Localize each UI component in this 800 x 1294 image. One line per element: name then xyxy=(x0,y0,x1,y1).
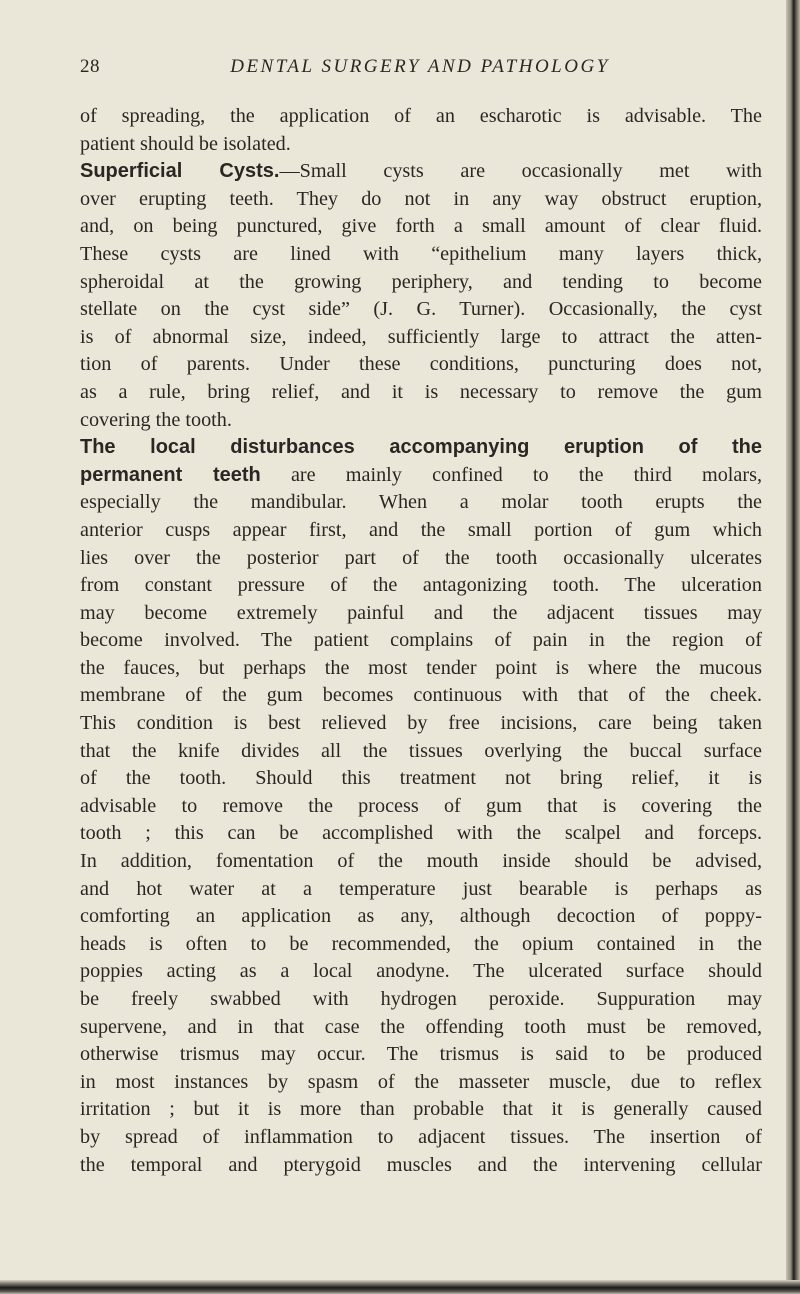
line-text: the fauces, but perhaps the most tender point is where the mucous xyxy=(80,656,762,679)
line-text: especially the mandibular. When a molar tooth erupts the xyxy=(80,491,762,514)
text-line xyxy=(80,269,762,297)
line-text: covering the tooth. xyxy=(80,408,232,431)
line-text: spheroidal at the growing periphery, and tending to become xyxy=(80,270,762,293)
line-text: and, on being punctured, give forth a small amount of clear fluid. xyxy=(80,215,762,238)
text-line xyxy=(80,793,762,821)
text-line xyxy=(80,1096,762,1124)
line-text: patient should be isolated. xyxy=(80,132,291,155)
text-line xyxy=(80,682,762,710)
line-text: tooth ; this can be accomplished with the scalpel and forceps. xyxy=(80,822,762,845)
text-line xyxy=(80,131,762,159)
text-line xyxy=(80,296,762,324)
line-text: membrane of the gum becomes continuous with that of the cheek. xyxy=(80,684,762,707)
line-text: of spreading, the application of an escharotic is advisable. The xyxy=(80,105,762,127)
line-text: over erupting teeth. They do not in any way obstruct eruption, xyxy=(80,187,762,210)
line-text: and hot water at a temperature just bearable is perhaps as xyxy=(80,877,762,900)
text-line xyxy=(80,1069,762,1097)
text-line xyxy=(80,434,762,462)
line-text: advisable to remove the process of gum that is covering the xyxy=(80,794,762,817)
line-text: anterior cusps appear first, and the small portion of gum which xyxy=(80,518,762,541)
text-line xyxy=(80,545,762,573)
line-text: of the tooth. Should this treatment not bring relief, it is xyxy=(80,767,762,790)
line-text: comforting an application as any, although decoction of poppy- xyxy=(80,905,762,928)
line-text: stellate on the cyst side” (J. G. Turner). Occasionally, the cyst xyxy=(80,298,762,321)
line-text: the temporal and pterygoid muscles and the intervening cellular xyxy=(80,1153,762,1176)
line-text: are mainly confined to the third molars, xyxy=(260,463,762,486)
text-line xyxy=(80,158,762,186)
section-heading: permanent teeth xyxy=(80,463,261,486)
line-text: be freely swabbed with hydrogen peroxide. Suppuration may xyxy=(80,988,762,1010)
text-line xyxy=(80,379,762,407)
text-line xyxy=(80,931,762,959)
page-bottom-edge xyxy=(0,1280,800,1294)
text-line xyxy=(80,103,762,131)
line-text: become involved. The patient complains of pain in the region of xyxy=(80,629,762,652)
text-line xyxy=(80,407,762,435)
page-number: 28 xyxy=(80,56,100,77)
line-text: may become extremely painful and the adjacent tissues may xyxy=(80,601,762,624)
line-text: that the knife divides all the tissues overlying the buccal surface xyxy=(80,739,762,762)
text-line xyxy=(80,600,762,628)
text-line xyxy=(80,1014,762,1042)
text-line xyxy=(80,958,762,986)
text-line xyxy=(80,517,762,545)
text-line xyxy=(80,241,762,269)
line-text: supervene, and in that case the offending tooth must be removed, xyxy=(80,1015,762,1038)
text-line xyxy=(80,876,762,904)
page-edge-shadow xyxy=(786,0,800,1294)
line-text: by spread of inflammation to adjacent tissues. The insertion of xyxy=(80,1125,762,1148)
text-line xyxy=(80,655,762,683)
text-line xyxy=(80,765,762,793)
running-title: DENTAL SURGERY AND PATHOLOGY xyxy=(230,56,610,77)
text-line xyxy=(80,903,762,931)
text-line xyxy=(80,324,762,352)
text-line xyxy=(80,1041,762,1069)
text-line xyxy=(80,986,762,1014)
section-heading: The local disturbances accompanying eruption of the xyxy=(80,436,762,459)
text-line xyxy=(80,848,762,876)
text-line xyxy=(80,489,762,517)
text-line xyxy=(80,1124,762,1152)
body-text xyxy=(80,103,762,1179)
line-text: —Small cysts are occasionally met with xyxy=(279,160,762,183)
line-text: poppies acting as a local anodyne. The ulcerated surface should xyxy=(80,960,762,983)
text-line xyxy=(80,627,762,655)
line-text: as a rule, bring relief, and it is necessary to remove the gum xyxy=(80,380,762,403)
line-text: irritation ; but it is more than probable that it is generally caused xyxy=(80,1098,762,1121)
line-text: tion of parents. Under these conditions, puncturing does not, xyxy=(80,353,762,376)
line-text: otherwise trismus may occur. The trismus is said to be produced xyxy=(80,1043,762,1066)
text-line xyxy=(80,186,762,214)
text-line xyxy=(80,462,762,490)
line-text: In addition, fomentation of the mouth inside should be advised, xyxy=(80,850,762,873)
line-text: in most instances by spasm of the masseter muscle, due to reflex xyxy=(80,1070,762,1093)
line-text: lies over the posterior part of the tooth occasionally ulcerates xyxy=(80,546,762,569)
section-heading: Superficial Cysts. xyxy=(80,160,280,183)
line-text: This condition is best relieved by free incisions, care being taken xyxy=(80,712,762,735)
text-line xyxy=(80,213,762,241)
text-line xyxy=(80,710,762,738)
line-text: is of abnormal size, indeed, sufficiently large to attract the atten- xyxy=(80,325,762,348)
line-text: These cysts are lined with “epithelium many layers thick, xyxy=(80,242,762,265)
text-line xyxy=(80,351,762,379)
text-line xyxy=(80,820,762,848)
text-line xyxy=(80,572,762,600)
running-head xyxy=(80,56,760,84)
line-text: heads is often to be recommended, the opium contained in the xyxy=(80,932,762,955)
text-line xyxy=(80,1152,762,1180)
line-text: from constant pressure of the antagonizing tooth. The ulceration xyxy=(80,574,762,597)
text-line xyxy=(80,738,762,766)
